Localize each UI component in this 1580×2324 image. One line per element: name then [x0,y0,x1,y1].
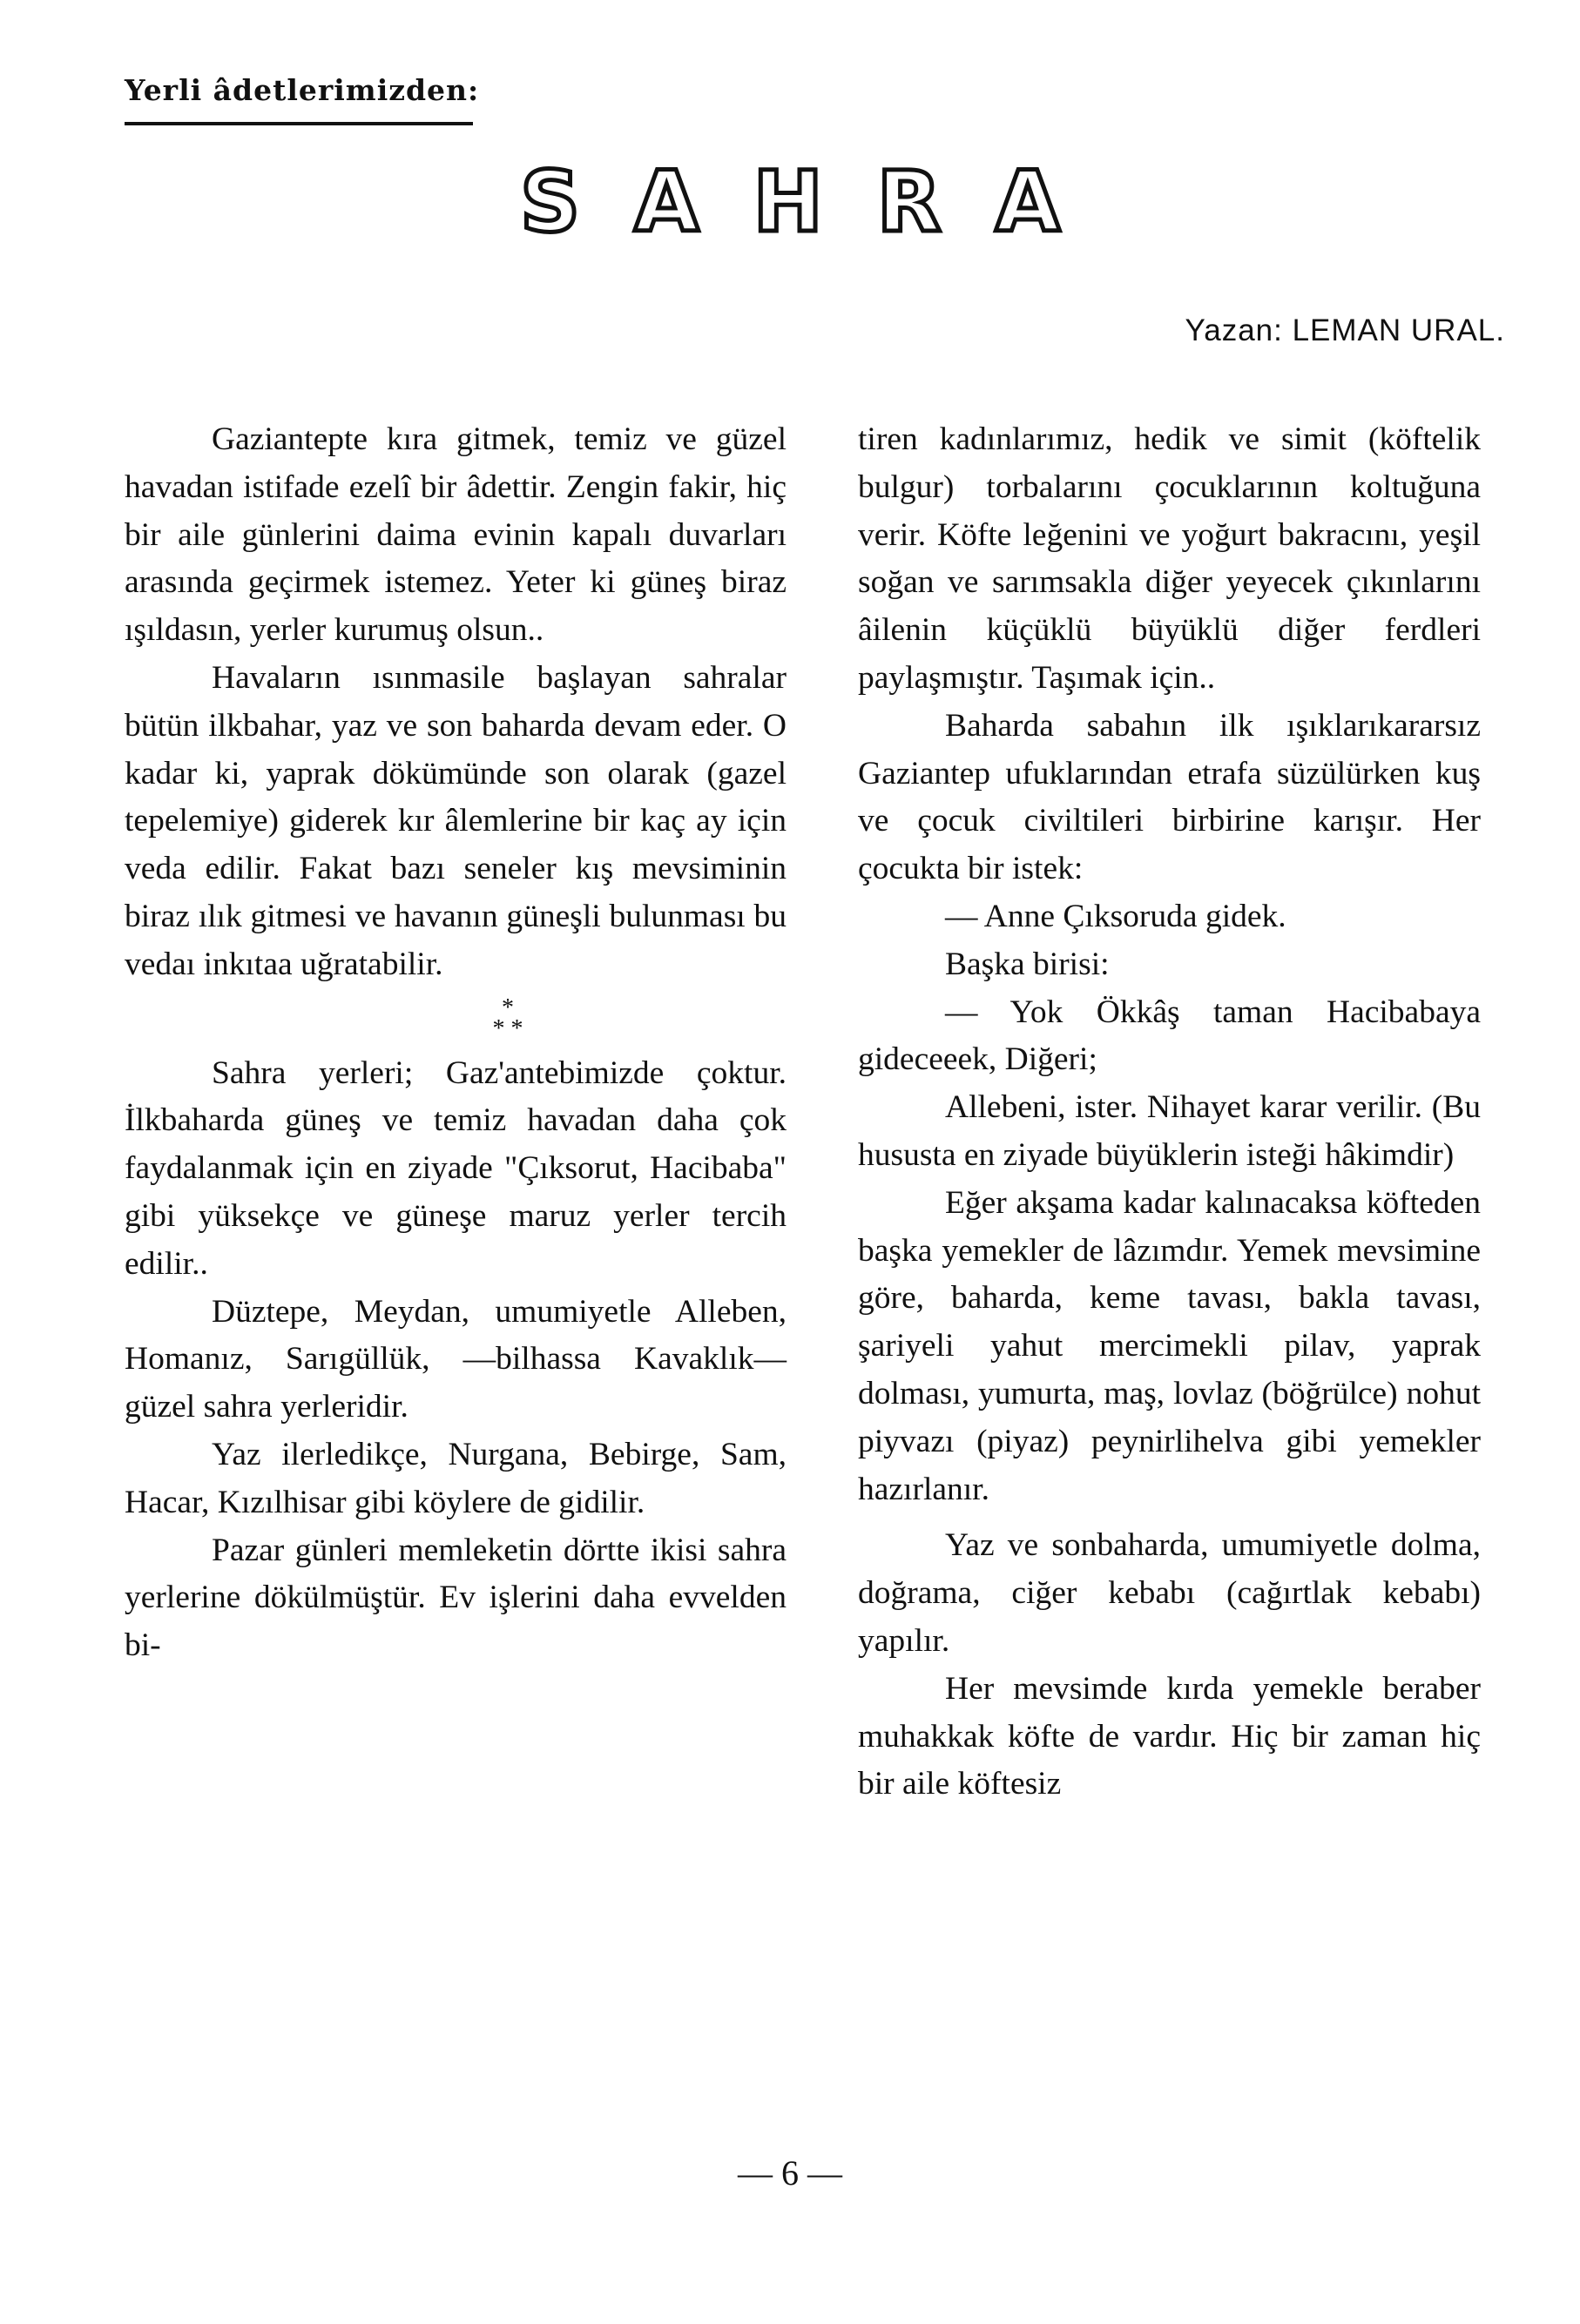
article-title: SAHRA [520,153,1114,251]
dialogue-line: — Yok Ökkâş taman Hacibabaya gideceeek, Diğeri; [858,994,1481,1078]
paragraph: Havaların ısınmasile başlayan sahralar bütün ilkbahar, yaz ve son baharda devam eder. O kadar ki, yaprak dökümünde son olarak (gazel tepelemiye) giderek kır âlemlerine bir kaç ay için veda edilir. Fakat bazı seneler kış mevsiminin biraz ılık gitmesi ve havanın güneşli bulunması bu vedaı inkıtaa uğratabilir. [125,659,787,982]
paragraph: Düztepe, Meydan, umumiyetle Alleben, Homanız, Sarıgüllük, —bilhassa Kavaklık— güzel sahra yerleridir. [125,1293,787,1425]
paragraph: tiren kadınlarımız, hedik ve simit (köftelik bulgur) torbalarını çocuklarının koltuğuna verir. Köfte leğenini ve yoğurt bakracını, yeşil soğan ve sarımsakla diğer yeyecek çıkınlarını âilenin küçüklü büyüklü diğer ferdleri paylaşmıştır. Taşımak için.. [858,421,1481,696]
dialogue-line: — Anne Çıksoruda gidek. [945,898,1286,934]
paragraph: Yaz ilerledikçe, Nurgana, Bebirge, Sam, Hacar, Kızılhisar gibi köylere de gidilir. [125,1436,787,1520]
paragraph: Sahra yerleri; Gaz'antebimizde çoktur. İlkbaharda güneş ve temiz havadan daha çok faydalanmak için en ziyade "Çıksorut, Hacibaba" gibi yüksekçe ve güneşe maruz yerler tercih edilir.. [125,1054,787,1282]
author-byline: Yazan: LEMAN URAL. [1185,313,1505,347]
paragraph: Allebeni, ister. Nihayet karar verilir. (Bu hususta en ziyade büyüklerin isteği hâkimdir) [858,1089,1481,1173]
section-underline [125,122,473,125]
page-number: — 6 — [738,2153,842,2193]
asterism-bottom: * * [492,1014,523,1042]
section-label: Yerli âdetlerimizden: [125,73,480,107]
right-column [858,416,1481,1809]
paragraph: Gaziantepte kıra gitmek, temiz ve güzel havadan istifade ezelî bir âdettir. Zengin fakir, hiç bir aile günlerini daima evinin kapalı duvarları arasında geçirmek istemez. Yeter ki güneş biraz ışıldasın, yerler kurumuş olsun.. [125,421,787,649]
paragraph: Başka birisi: [945,946,1110,982]
paragraph: Her mevsimde kırda yemekle beraber muhakkak köfte de vardır. Hiç bir zaman hiç bir aile köftesiz [858,1670,1481,1802]
paragraph: Baharda sabahın ilk ışıklarıkararsız Gaziantep ufuklarından etrafa süzülürken kuş ve çocuk civiltileri birbirine karışır. Her çocukta bir istek: [858,707,1481,887]
asterism-top: * [502,994,514,1021]
left-column [125,416,787,1670]
paragraph: Eğer akşama kadar kalınacaksa köfteden başka yemekler de lâzımdır. Yemek mevsimine göre, baharda, keme tavası, bakla tavası, şariyeli yahut mercimekli pilav, yaprak dolması, yumurta, maş, lovlaz (böğrülce) nohut piyvazı (piyaz) peynirlihelva gibi yemekler hazırlanır. [858,1184,1481,1507]
paragraph: Yaz ve sonbaharda, umumiyetle dolma, doğrama, ciğer kebabı (cağırtlak kebabı) yapılır. [858,1527,1481,1659]
paragraph: Pazar günleri memleketin dörtte ikisi sahra yerlerine dökülmüştür. Ev işlerini daha evvelden bi- [125,1532,787,1664]
asterism-divider [229,989,787,1050]
